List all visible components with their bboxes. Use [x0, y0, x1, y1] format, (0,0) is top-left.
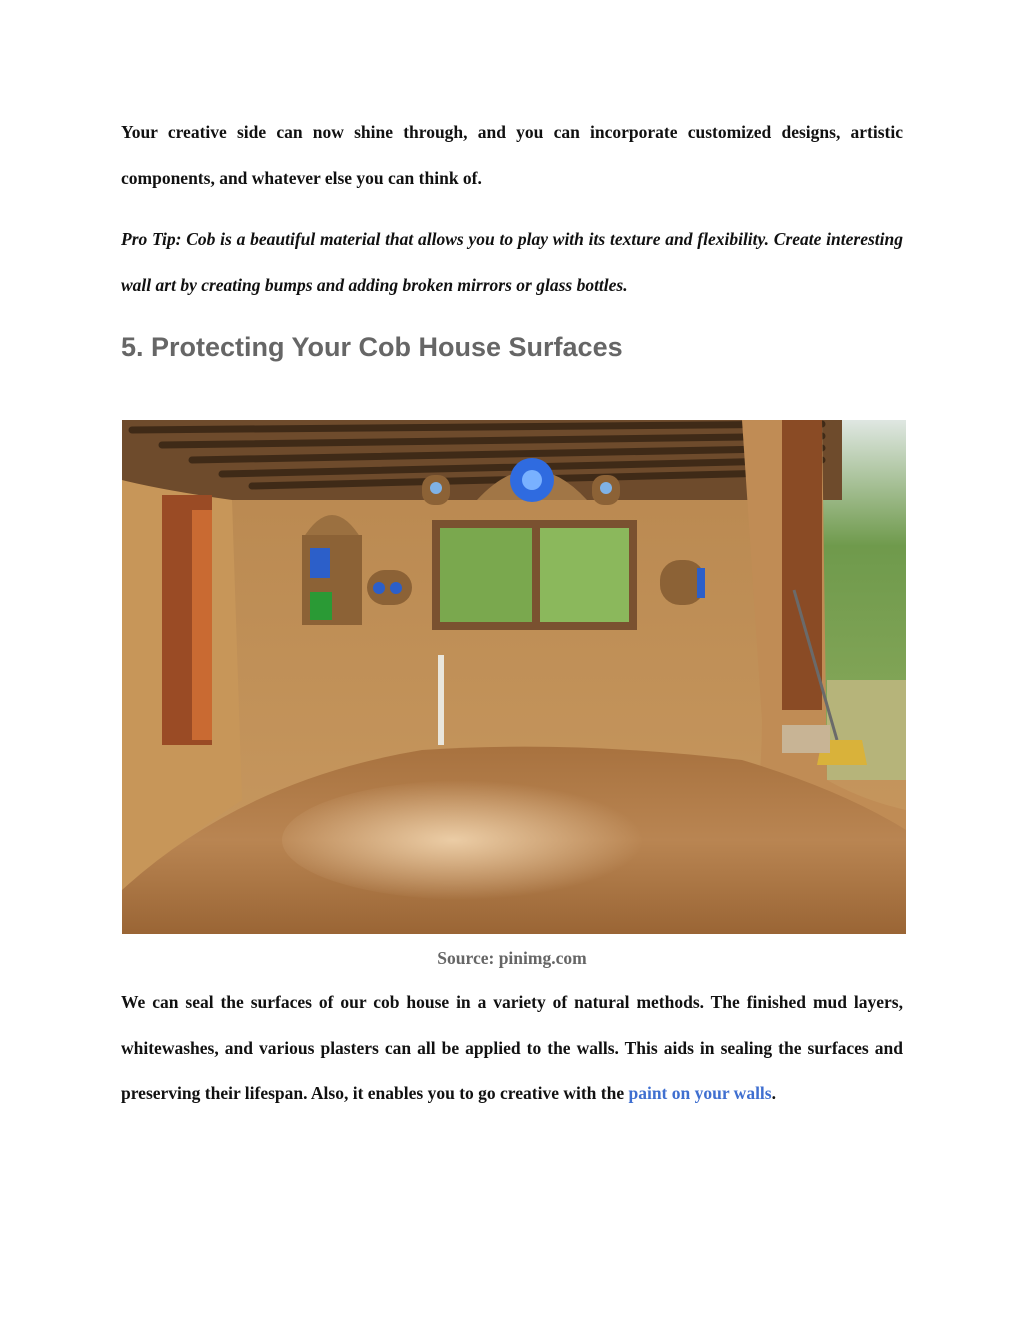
paint-walls-link[interactable]: paint on your walls — [628, 1083, 772, 1103]
body-text: We can seal the surfaces of our cob house in a variety of natural methods. The finished mud layers, whitewashes, and various plasters can all be applied to the walls. This aids in sealing the surfaces and preserving their lifespan. Also, it enables you to go creative with the — [121, 992, 903, 1103]
section-heading: 5. Protecting Your Cob House Surfaces — [121, 332, 623, 362]
intro-paragraph: Your creative side can now shine through, and you can incorporate customized designs, artistic components, and whatever else you can think of. — [121, 122, 903, 188]
pro-tip-paragraph: Pro Tip: Cob is a beautiful material that allows you to play with its texture and flexibility. Create interesting wall art by creating bumps and adding broken mirrors or glass bottles. — [121, 229, 903, 295]
image-source-caption: Source: pinimg.com — [437, 948, 587, 968]
body-paragraph — [121, 980, 903, 1117]
body-text-end: . — [771, 1083, 776, 1103]
cob-house-interior-photo — [122, 420, 906, 934]
